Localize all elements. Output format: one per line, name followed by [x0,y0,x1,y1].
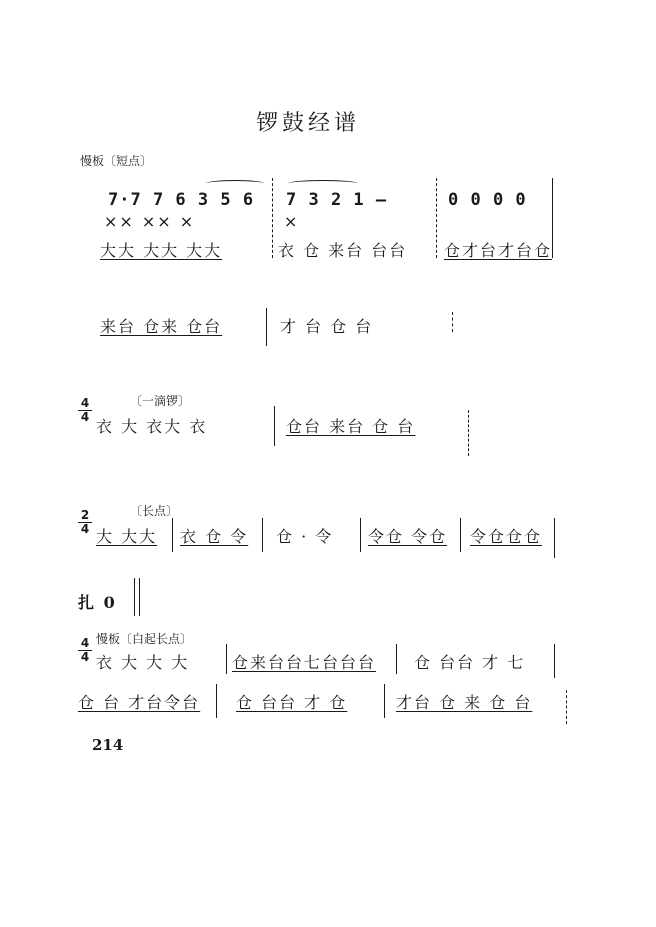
barline [396,644,397,674]
percussion-syllables: 令仓 令仓 [368,527,448,546]
percussion-syllables: 来台 仓来 仓台 [100,317,223,336]
percussion-syllables: 才台 仓 来 仓 台 [396,693,533,712]
time-signature-bottom: 4 [80,522,90,536]
percussion-syllables: 仓 · 令 [276,527,334,546]
section-label-baiqi: 慢板〔白起长点〕 [96,632,193,646]
percussion-syllables: 仓才台才台仓 [444,241,553,260]
section-label-yidiluo: 〔一滴锣〕 [130,394,191,408]
time-signature-top: 4 [80,636,90,650]
notation-numbers: 0 0 0 0 [448,190,527,210]
time-signature [78,398,92,423]
time-signature-bottom: 4 [80,650,90,664]
section-label-long: 〔长点〕 [130,504,179,518]
barline [452,312,454,332]
percussion-syllables: 令仓仓仓 [470,527,543,546]
barline [436,178,438,258]
barline [468,410,470,456]
barline [384,684,385,718]
barline [554,644,555,678]
percussion-syllables: 扎 0 [78,593,117,612]
percussion-syllables: 衣 仓 来台 台台 [278,241,408,260]
percussion-syllables: 才 台 仓 台 [280,317,374,336]
cross-marks: ×× ×× × [104,212,196,231]
time-signature [78,510,92,535]
section-label-short: 慢板〔短点〕 [80,154,153,168]
barline [272,178,274,258]
slur-mark [288,180,358,187]
page-title: 锣鼓经谱 [256,111,361,136]
percussion-syllables: 仓台 来台 仓 台 [286,417,416,436]
percussion-syllables: 大 大大 [96,527,158,546]
time-signature [78,638,92,663]
percussion-syllables: 仓 台台 才 七 [414,653,526,672]
percussion-syllables: 仓 台台 才 仓 [236,693,348,712]
barline [172,518,173,552]
percussion-syllables: 仓来台台七台台台 [232,653,377,672]
barline [226,644,227,674]
barline [134,578,135,616]
barline [554,518,555,558]
barline [139,578,140,616]
percussion-syllables: 衣 仓 令 [180,527,249,546]
barline [566,690,568,724]
percussion-syllables: 仓 台 才台令台 [78,693,201,712]
barline [360,518,361,552]
barline [266,308,267,346]
barline [460,518,461,552]
time-signature-top: 2 [80,508,90,522]
cross-marks: × [284,212,300,231]
barline [216,684,217,718]
time-signature-top: 4 [80,396,90,410]
percussion-syllables: 衣 大 衣大 衣 [96,417,208,436]
time-signature-bottom: 4 [80,410,90,424]
slur-mark [206,180,264,187]
barline [274,406,275,446]
barline [552,178,553,258]
percussion-syllables: 大大 大大 大大 [100,241,223,260]
barline [262,518,263,552]
notation-numbers: 7·7 7 6 3 5 6 [108,190,255,210]
percussion-syllables: 衣 大 大 大 [96,653,190,672]
notation-numbers: 7 3 2 1 — [286,190,388,210]
page-number: 214 [92,736,124,754]
